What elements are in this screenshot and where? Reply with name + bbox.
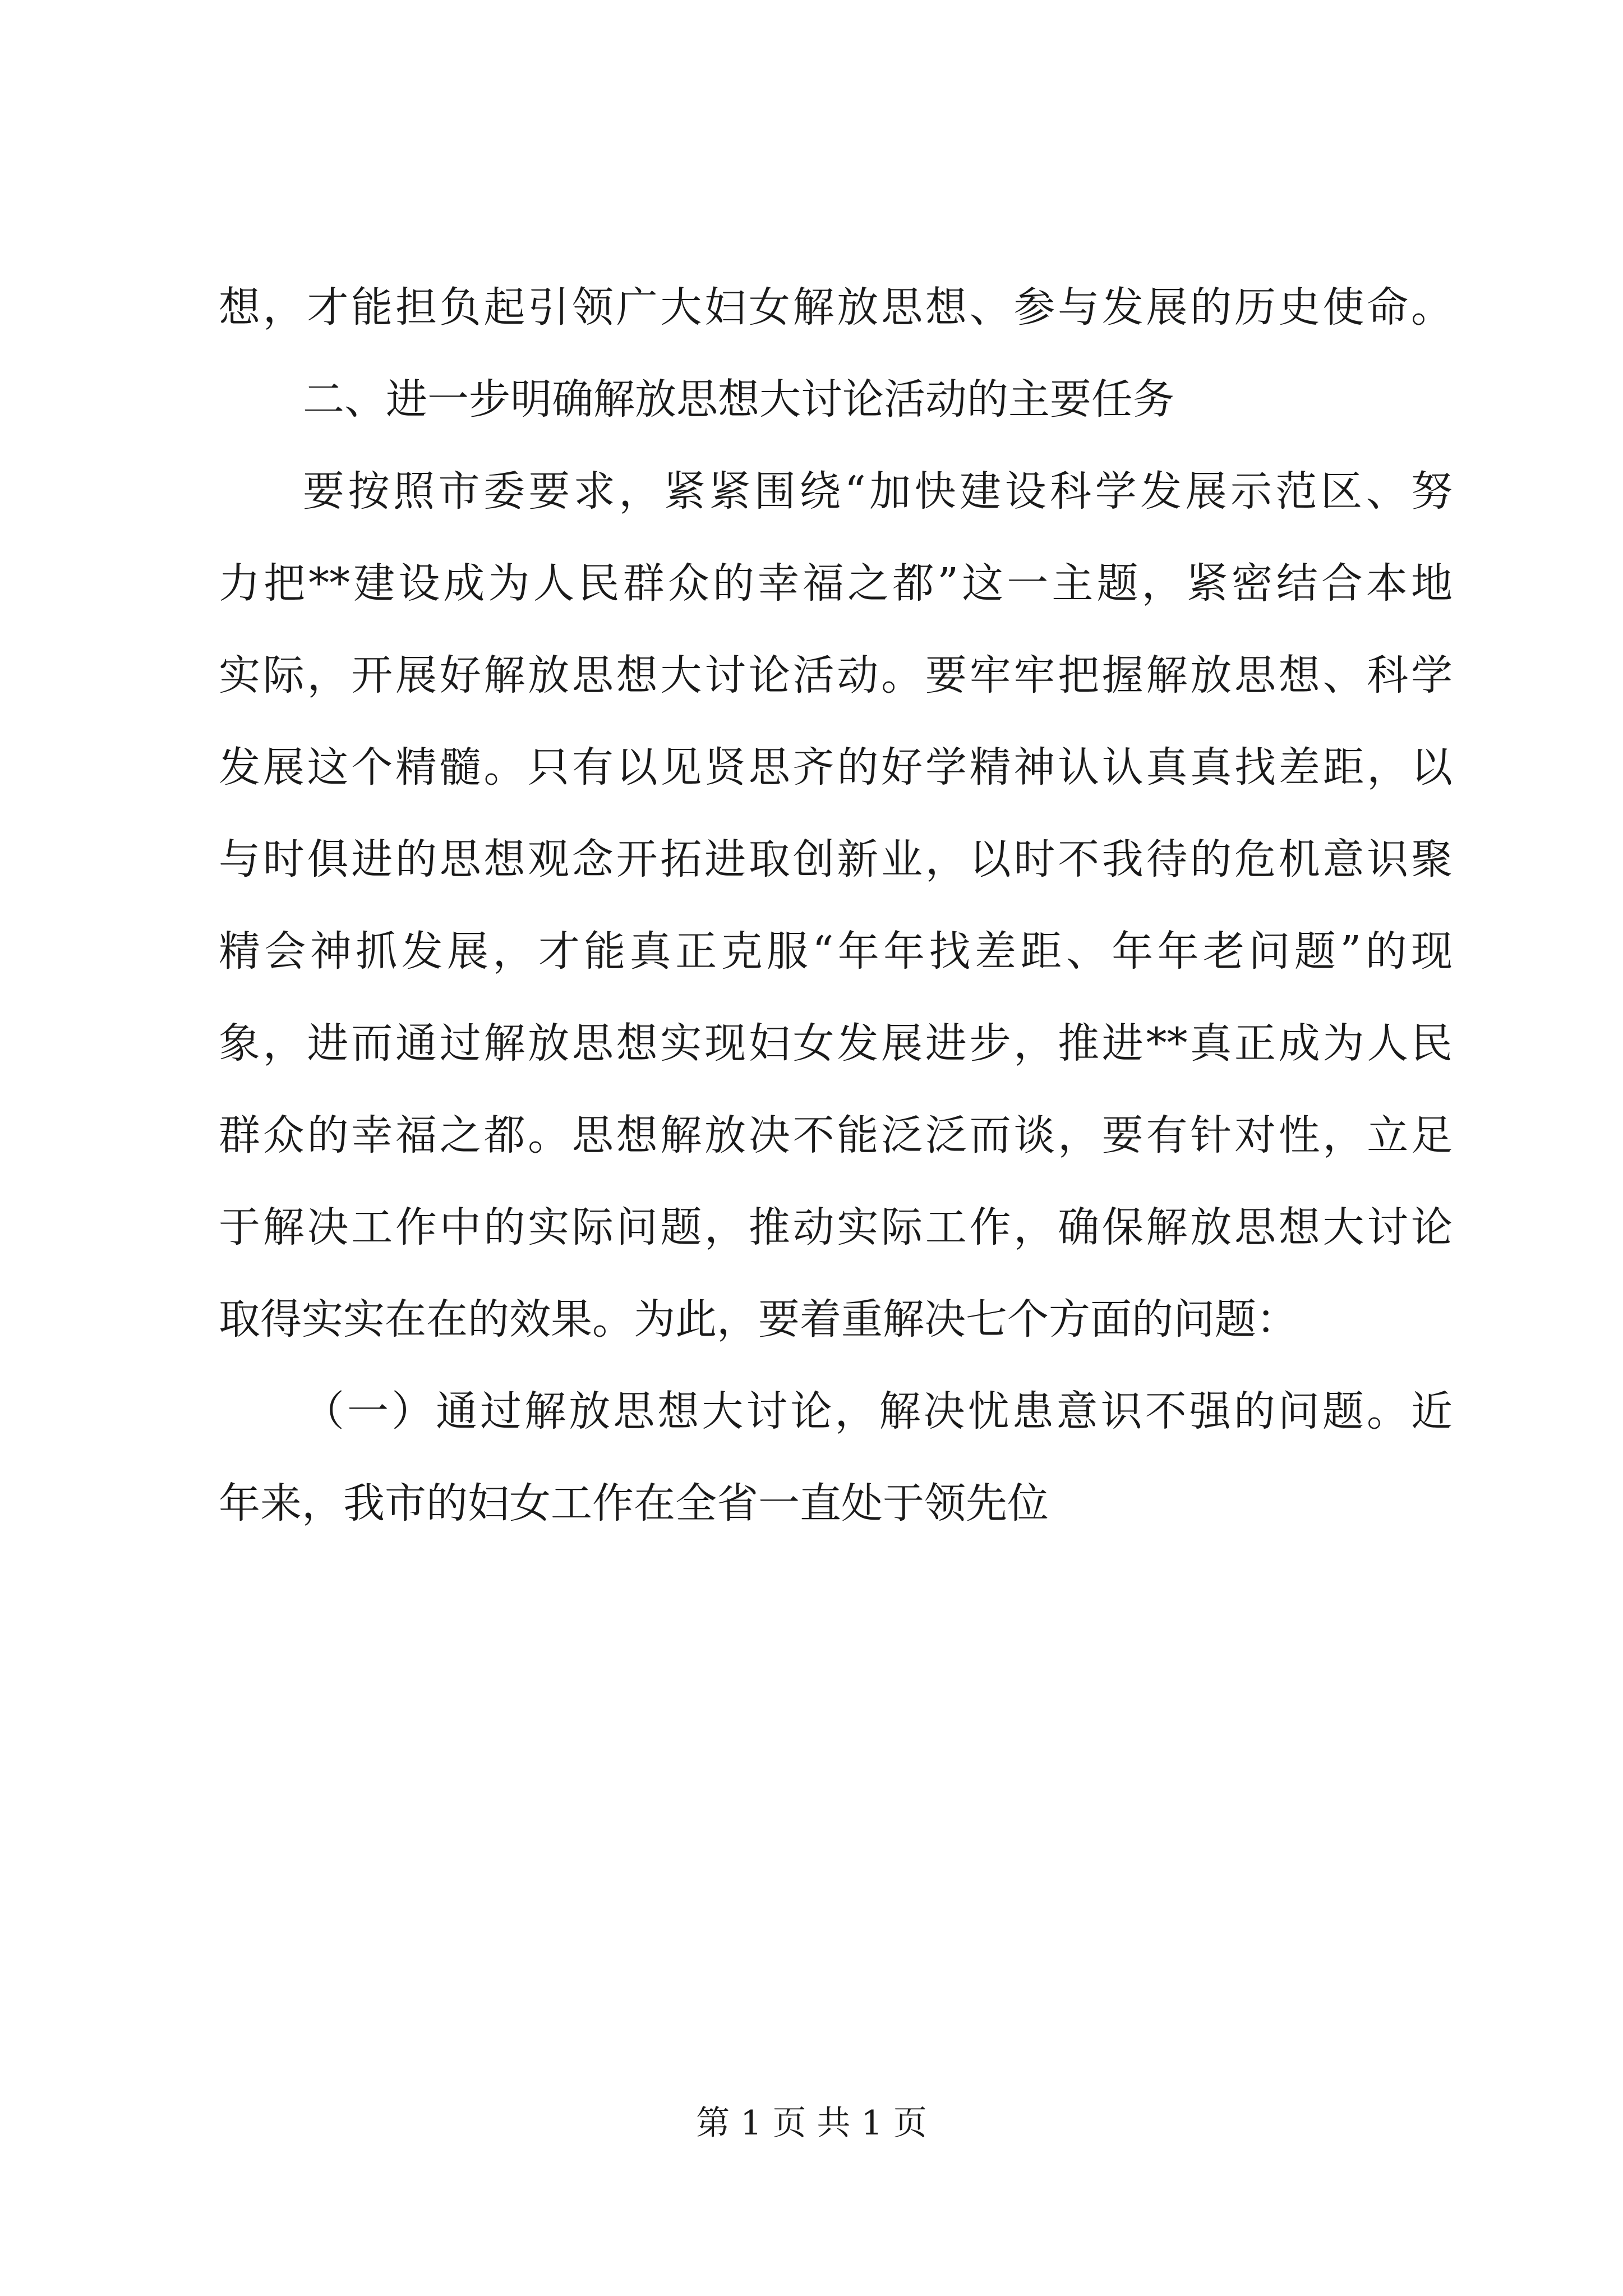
paragraph-line: （一）通过解放思想大讨论，解决忧患意识不强的问题。近 (303, 1387, 1453, 1435)
paragraph-line: 要按照市委要求，紧紧围绕“加快建设科学发展示范区、努 (303, 467, 1453, 516)
document-body (219, 261, 1453, 1549)
paragraph-line: 象，进而通过解放思想实现妇女发展进步，推进**真正成为人民 (219, 1019, 1453, 1068)
paragraph-line: 力把**建设成为人民群众的幸福之都”这一主题，紧密结合本地 (219, 559, 1453, 608)
paragraph-line: 取得实实在在的效果。为此，要着重解决七个方面的问题： (219, 1295, 1298, 1343)
paragraph-line: 与时俱进的思想观念开拓进取创新业，以时不我待的危机意识聚 (219, 835, 1453, 884)
page-footer: 第 1 页 共 1 页 (696, 2104, 927, 2143)
section-heading: 二、进一步明确解放思想大讨论活动的主要任务 (303, 375, 1174, 424)
paragraph-line: 于解决工作中的实际问题，推动实际工作，确保解放思想大讨论 (219, 1203, 1453, 1251)
paragraph-line: 精会神抓发展，才能真正克服“年年找差距、年年老问题”的现 (219, 927, 1453, 976)
paragraph-line: 发展这个精髓。只有以见贤思齐的好学精神认认真真找差距，以 (219, 743, 1453, 792)
paragraph-line: 实际，开展好解放思想大讨论活动。要牢牢把握解放思想、科学 (219, 651, 1453, 700)
paragraph-line: 想，才能担负起引领广大妇女解放思想、参与发展的历史使命。 (219, 283, 1453, 332)
paragraph-line: 群众的幸福之都。思想解放决不能泛泛而谈，要有针对性，立足 (219, 1111, 1453, 1159)
paragraph-line: 年来，我市的妇女工作在全省一直处于领先位 (219, 1479, 1049, 1527)
